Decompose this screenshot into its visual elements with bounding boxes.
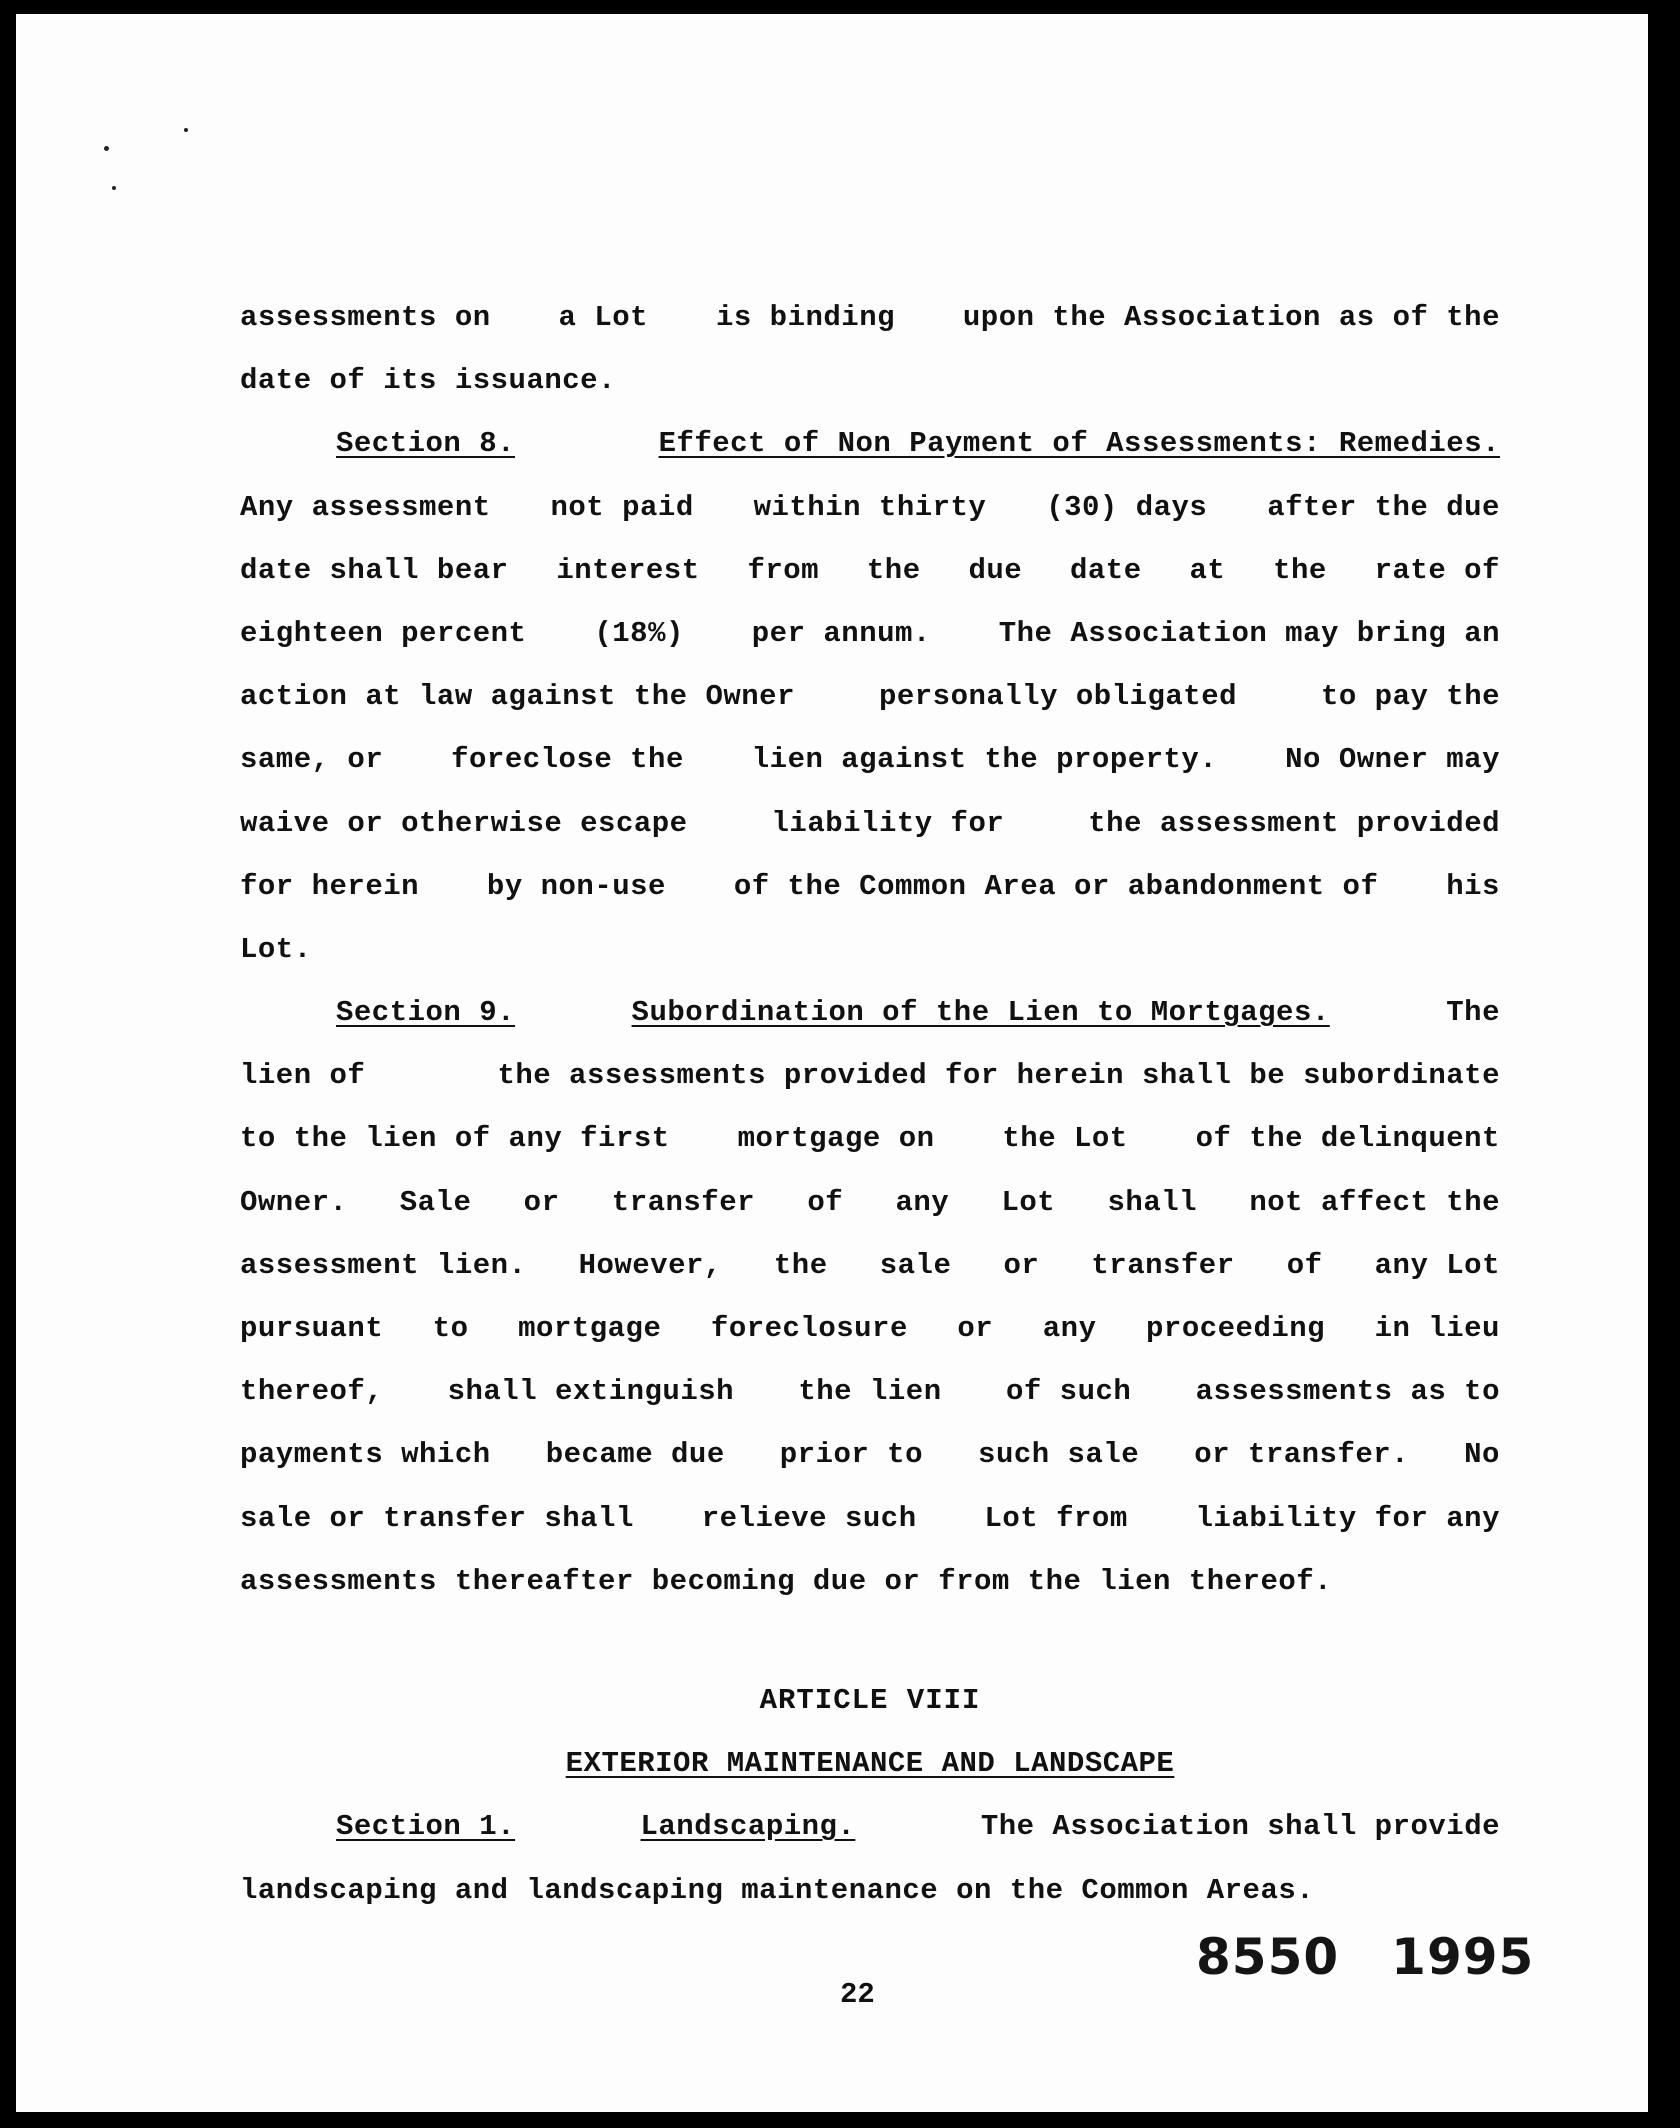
text-segment: not affect the xyxy=(1249,1185,1500,1219)
text-line xyxy=(240,665,1500,728)
document-number-part: 8550 xyxy=(1196,1928,1340,1986)
section-8-nonpayment xyxy=(240,412,1500,981)
text-segment: upon the Association as of the xyxy=(962,301,1500,334)
text-segment: to the lien of any first xyxy=(240,1122,670,1156)
text-segment: (30) days xyxy=(1046,490,1208,524)
text-segment: the assessments provided for herein shall be subordinate xyxy=(497,1059,1500,1093)
text-line xyxy=(240,1107,1500,1170)
text-segment: to pay the xyxy=(1320,680,1500,714)
article-title: EXTERIOR MAINTENANCE AND LANDSCAPE xyxy=(565,1747,1175,1781)
text-line xyxy=(240,286,1500,349)
text-line xyxy=(240,349,1500,412)
text-segment: any Lot xyxy=(1374,1248,1500,1282)
page-number: 22 xyxy=(840,1978,875,2011)
text-segment: such sale xyxy=(978,1438,1140,1472)
document-number-part: 1995 xyxy=(1391,1928,1535,1986)
text-segment: date shall bear xyxy=(240,553,509,587)
text-segment: same, or xyxy=(240,743,384,777)
text-segment: relieve such xyxy=(701,1501,917,1535)
text-line xyxy=(240,1423,1500,1486)
text-segment: of xyxy=(1286,1248,1323,1282)
text-line xyxy=(240,792,1500,855)
text-segment: not paid xyxy=(550,490,694,524)
text-line xyxy=(240,918,1500,981)
text-segment: of such xyxy=(1005,1375,1132,1409)
text-segment: from xyxy=(747,553,820,587)
text-segment: after the due xyxy=(1267,490,1500,524)
text-segment: per annum. xyxy=(751,616,931,650)
text-segment: Landscaping. xyxy=(640,1810,856,1844)
text-segment: thereof, xyxy=(240,1375,384,1409)
text-segment: any xyxy=(1042,1312,1097,1345)
text-segment: the Lot xyxy=(1002,1122,1128,1156)
text-segment: Lot. xyxy=(240,932,312,966)
text-segment: pursuant xyxy=(240,1312,384,1345)
text-segment: Lot from xyxy=(984,1501,1128,1535)
text-segment: Sale xyxy=(399,1185,472,1219)
text-line xyxy=(240,855,1500,918)
text-segment: Any assessment xyxy=(240,490,491,524)
text-segment: The Association may bring an xyxy=(998,616,1500,650)
text-line xyxy=(240,412,1500,475)
text-segment: proceeding xyxy=(1146,1312,1326,1345)
text-segment: assessments thereafter becoming due or from the lien thereof. xyxy=(240,1564,1333,1598)
text-segment: eighteen percent xyxy=(240,616,527,650)
text-segment: the xyxy=(773,1248,828,1282)
text-segment: at xyxy=(1189,553,1226,587)
text-segment: or xyxy=(957,1312,994,1345)
text-segment: of the delinquent xyxy=(1195,1122,1500,1156)
scan-speck xyxy=(184,128,188,132)
text-segment: mortgage xyxy=(518,1312,662,1345)
text-segment: liability for xyxy=(771,806,1005,840)
text-line xyxy=(240,1360,1500,1423)
scan-speck xyxy=(104,146,109,151)
text-line xyxy=(240,1487,1500,1550)
text-line xyxy=(240,476,1500,539)
text-segment: date xyxy=(1069,553,1142,587)
text-segment: The Association shall provide xyxy=(980,1810,1500,1844)
text-line xyxy=(240,728,1500,791)
text-segment: shall xyxy=(1107,1185,1198,1219)
text-segment: a Lot xyxy=(558,301,649,334)
text-segment: Lot xyxy=(1001,1185,1056,1219)
text-segment: shall extinguish xyxy=(447,1375,735,1409)
text-segment: action at law against the Owner xyxy=(240,680,795,714)
text-segment: liability for any xyxy=(1195,1501,1500,1535)
text-segment: The xyxy=(1446,996,1500,1030)
text-segment: sale or transfer shall xyxy=(240,1501,634,1535)
text-segment: or transfer. xyxy=(1194,1438,1410,1472)
text-line xyxy=(240,1171,1500,1234)
text-segment: sale xyxy=(879,1248,952,1282)
text-segment: to xyxy=(432,1312,469,1345)
text-segment: Effect of Non Payment of Assessments: Remedies. xyxy=(658,427,1500,461)
text-segment: his xyxy=(1446,869,1500,903)
text-segment: Owner. xyxy=(240,1185,348,1219)
text-segment: the xyxy=(1273,553,1327,587)
text-segment: personally obligated xyxy=(878,680,1238,714)
text-segment: of xyxy=(807,1185,844,1219)
text-segment: payments which xyxy=(240,1438,491,1472)
text-segment: assessment lien. xyxy=(240,1248,527,1282)
text-segment: the assessment provided xyxy=(1088,806,1500,840)
paragraph-assessments-binding xyxy=(240,286,1500,412)
text-segment: Subordination of the Lien to Mortgages. xyxy=(631,996,1330,1030)
text-segment: landscaping and landscaping maintenance on the Common Areas. xyxy=(240,1873,1315,1907)
text-line xyxy=(240,1044,1500,1107)
text-segment: or xyxy=(523,1185,560,1219)
text-segment: by non-use xyxy=(486,869,666,903)
text-segment: Section 1. xyxy=(336,1810,516,1844)
text-line xyxy=(240,1795,1500,1858)
text-line xyxy=(240,1234,1500,1297)
text-segment: Section 9. xyxy=(336,996,516,1030)
text-segment: However, xyxy=(578,1248,722,1282)
text-segment: rate of xyxy=(1374,553,1500,587)
text-segment: Section 8. xyxy=(336,427,516,461)
text-line xyxy=(240,981,1500,1044)
text-segment: lien of xyxy=(240,1059,366,1093)
article-number: ARTICLE VIII xyxy=(759,1683,981,1717)
text-line xyxy=(240,539,1500,602)
text-segment: within thirty xyxy=(753,490,987,524)
document-body xyxy=(240,286,1500,1922)
text-segment: of the Common Area or abandonment of xyxy=(733,869,1379,903)
text-segment: in lieu xyxy=(1374,1312,1500,1345)
text-segment: transfer xyxy=(1091,1248,1235,1282)
text-segment: due xyxy=(968,553,1023,587)
text-segment: foreclosure xyxy=(710,1312,908,1345)
text-segment: waive or otherwise escape xyxy=(240,806,688,840)
text-segment: the lien xyxy=(798,1375,942,1409)
text-segment: the xyxy=(866,553,921,587)
text-segment: assessments as to xyxy=(1195,1375,1500,1409)
text-segment: No xyxy=(1464,1438,1500,1472)
text-segment: transfer xyxy=(611,1185,756,1219)
text-line xyxy=(240,1297,1500,1360)
text-segment: for herein xyxy=(240,869,420,903)
text-segment: mortgage on xyxy=(737,1122,935,1156)
text-segment: (18%) xyxy=(594,616,684,650)
text-segment: any xyxy=(895,1185,950,1219)
text-segment: No Owner may xyxy=(1285,743,1500,777)
spacer xyxy=(240,1613,1500,1669)
text-line xyxy=(240,1859,1500,1922)
text-line xyxy=(240,1550,1500,1613)
text-segment: prior to xyxy=(779,1438,923,1472)
text-segment: date of its issuance. xyxy=(240,364,616,398)
text-segment: lien against the property. xyxy=(751,743,1218,777)
text-line xyxy=(240,602,1500,665)
text-segment: or xyxy=(1003,1248,1040,1282)
text-segment: is binding xyxy=(715,301,895,334)
text-segment: became due xyxy=(545,1438,725,1472)
section-1-landscaping xyxy=(240,1795,1500,1921)
text-segment: assessments on xyxy=(240,301,491,334)
scan-speck xyxy=(112,186,116,190)
text-segment: interest xyxy=(556,553,700,587)
text-segment: foreclose the xyxy=(451,743,684,777)
section-9-subordination xyxy=(240,981,1500,1613)
document-number xyxy=(1196,1928,1534,1986)
